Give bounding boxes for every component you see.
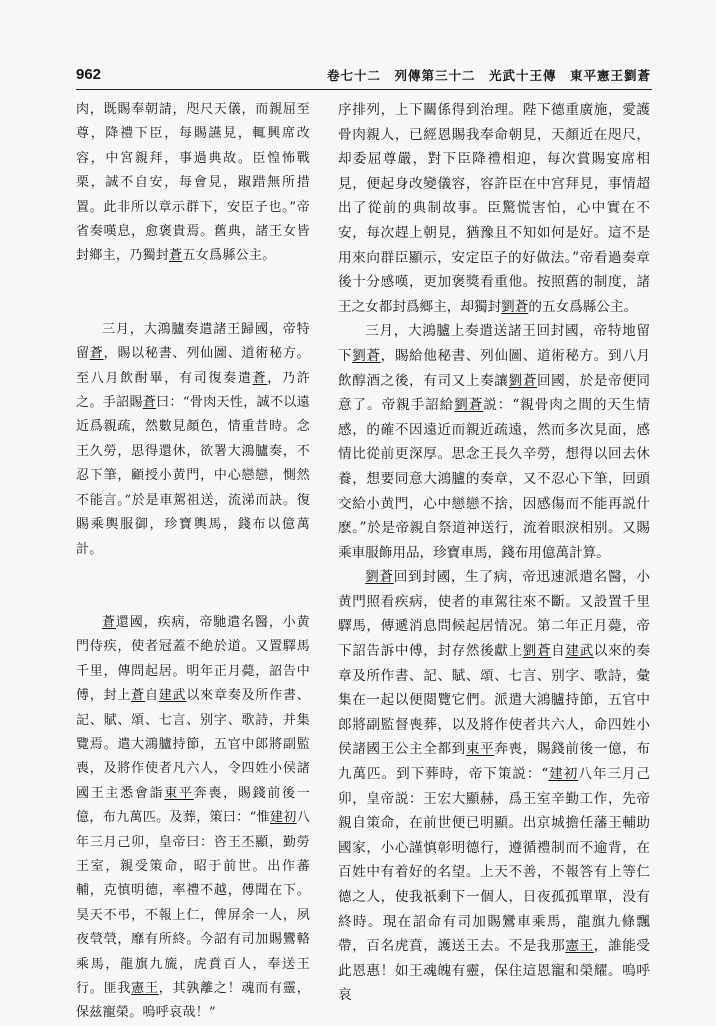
text-run: 序排列，上下關係得到治理。陛下德重廣施，愛護骨肉親人，已經恩賜我奉命朝見，天顏近在咫尺，却委屈尊嚴，對下臣降禮相迎，每次賞賜宴席相見，便起身改變儀容，容許臣在中宫拜見，事情超出了從前的典制故事。臣驚慌害怕，心中實在不安，每次趕上朝見，猶豫且不知如何是好。這不是用來向群臣顯示，安定臣子的好做法。”帝看過奏章後十分感嘆，更加褒獎看重他。按照舊的制度，諸王之女都封爲鄉主，却獨封 bbox=[338, 102, 650, 315]
classical-paragraph bbox=[76, 98, 310, 269]
proper-name: 劉蒼 bbox=[508, 372, 537, 389]
proper-name: 東平 bbox=[164, 785, 194, 801]
text-run: 八年三月己卯，皇帝曰：咨王丕顯，勤勞王室，親受策命，昭于前世。出作蕃輔，克慎明德，率禮不越，傅聞在下。昊天不弔，不報上仁，俾屏余一人，夙夜煢煢，靡有所終。今詔有司加賜鸞輅乘馬，龍旗九旒，虎賁百人，奉送王行。匪我 bbox=[76, 810, 310, 996]
text-run: 的五女爲縣公主。 bbox=[528, 298, 638, 315]
text-run: 三月，大鴻臚奏遣諸王歸國，帝特留 bbox=[76, 321, 310, 362]
proper-name: 蒼 bbox=[142, 395, 157, 411]
text-run: 自 bbox=[144, 688, 159, 704]
text-run: ，賜以秘書、列仙圖、道術秘方。至八月飲酎畢，有司復奏遣 bbox=[76, 346, 310, 386]
text-run: ，賜給他秘書、列仙圖、道術秘方。到八月飲醇酒之後，有司又上奏讓 bbox=[338, 347, 651, 389]
text-run: 奔喪，賜錢前後一億，布九萬匹。到下葬時，帝下策説：“ bbox=[338, 741, 651, 783]
proper-name: 建武 bbox=[565, 643, 594, 660]
text-run: 八年三月己卯，皇帝説：王宏大顯赫，爲王室辛勤工作，先帝親自策命，在前世便已明顯。出京城擔任藩王輔助國家，小心謹慎彰明德行，遵循禮制而不逾背，在百姓中有着好的名望。上天不善，不報答有上等仁德之人，使我祇剩下一個人，日夜孤孤單單，没有終時。現在詔命有司加賜鸞車乘馬，龍旗九條飄帶，百名虎賁，護送王去。不是我那 bbox=[338, 766, 651, 955]
text-run: 曰：“骨肉天性，誠不以遠近爲親疏，然數見顏色，情重昔時。念王久勞，思得還休，欲署大鴻臚奏，不忍下筆，顧授小黄門，中心戀戀，惻然不能言。”於是車駕祖送，流涕而訣。復賜乘輿服御，珍寶輿馬，錢布以億萬計。 bbox=[76, 395, 310, 557]
proper-name: 蒼 bbox=[102, 614, 116, 630]
paragraph-gap bbox=[76, 269, 310, 318]
page-number: 962 bbox=[76, 66, 102, 83]
proper-name: 劉蒼 bbox=[365, 569, 394, 586]
text-run: 還國，疾病，帝馳遣名醫，小黄門侍疾，使者冠蓋不絶於道。又置驛馬千里，傳問起居。明年正月薨，詔告中傅，封上 bbox=[76, 614, 310, 704]
translation-paragraph bbox=[338, 565, 650, 1008]
proper-name: 蒼 bbox=[252, 370, 268, 386]
proper-name: 蒼 bbox=[89, 346, 104, 362]
text-run: ，誰能受此恩惠！如王魂魄有靈，保住這恩寵和榮耀。嗚呼哀 bbox=[338, 938, 651, 1004]
proper-name: 建初 bbox=[269, 810, 297, 826]
proper-name: 劉蒼 bbox=[352, 347, 381, 364]
classical-text-column bbox=[76, 98, 310, 1026]
text-run: 五女爲縣公主。 bbox=[182, 248, 276, 264]
running-head: 卷七十二 列傳第三十二 光武十王傳 東平憲王劉蒼 bbox=[326, 68, 651, 83]
page-header bbox=[76, 62, 651, 90]
proper-name: 東平 bbox=[465, 741, 495, 758]
text-run: 三月，大鴻臚上奏遣送諸王回封國，帝特地留下 bbox=[338, 323, 650, 364]
proper-name: 建武 bbox=[158, 688, 187, 704]
proper-name: 建初 bbox=[548, 766, 579, 783]
text-run: 回到封國，生了病，帝迅速派遣名醫，小黄門照看疾病，使者的車駕往來不斷。又設置千里驛馬，傳遞消息問候起居情况。第二年正月薨，帝下詔告訴中傅，封存然後獻上 bbox=[338, 569, 651, 660]
text-run: 自 bbox=[551, 643, 566, 660]
proper-name: 憲王 bbox=[565, 938, 594, 955]
classical-paragraph bbox=[76, 318, 310, 562]
proper-name: 劉蒼 bbox=[454, 397, 484, 414]
translation-paragraph bbox=[338, 319, 650, 565]
proper-name: 蒼 bbox=[131, 688, 145, 704]
text-run: 奔喪，賜錢前後一億，布九萬匹。及葬，策曰：“惟 bbox=[76, 785, 310, 826]
paragraph-gap bbox=[76, 562, 310, 611]
text-run: ，乃許之。手詔賜 bbox=[76, 370, 310, 411]
translation-paragraph bbox=[338, 98, 650, 319]
text-run: 以來的奏章及所作書、記、賦、頌、七言、别字、歌詩，彙集在一起以便閲覽它們。派遣大鴻臚持節，五官中郎將副監督喪葬，以及將作使者共六人，命四姓小侯諸國王公主全都到 bbox=[338, 643, 651, 758]
text-run: 回國，於是帝便同意了。帝親手詔給 bbox=[338, 372, 651, 414]
text-run: 以來章奏及所作書、記、賦、頌、七言、别字、歌詩，并集覽焉。遣大鴻臚持節，五官中郎將副監喪，及將作使者凡六人，令四姓小侯諸國王主悉會詣 bbox=[76, 688, 310, 801]
proper-name: 蒼 bbox=[169, 248, 183, 264]
classical-paragraph bbox=[76, 611, 310, 1026]
proper-name: 劉蒼 bbox=[522, 643, 552, 660]
text-run: ，其孰離之！魂而有靈，保兹寵榮。嗚呼哀哉！” bbox=[76, 981, 310, 1021]
text-run: 肉，既賜奉朝請，咫尺天儀，而親屈至尊，降禮下臣，每賜讌見，輒興席改容，中宮親拜，事過典故。臣惶怖戰栗，誠不自安，每會見，踧踖無所措置。此非所以章示群下，安臣子也。”帝省奏嘆息，愈褒貴焉。舊典，諸王女皆封鄉主，乃獨封 bbox=[76, 102, 310, 264]
translation-column bbox=[338, 98, 650, 1008]
proper-name: 憲王 bbox=[131, 981, 159, 996]
header-rule bbox=[76, 89, 652, 90]
proper-name: 劉蒼 bbox=[501, 298, 529, 315]
text-run: 説：“親骨肉之間的天生情感，的確不因遠近而親近疏遠，然而多次見面，感情比從前更深厚。思念王長久辛勞，想得以回去休養，想要同意大鴻臚的奏章，又不忍心下筆，回頭交給小黄門，心中戀戀不捨，因感傷而不能再説什麽。”於是帝親自祭道神送行，流着眼淚相别。又賜乘車服飾用品，珍寶車馬，錢布用億萬計算。 bbox=[338, 397, 651, 561]
